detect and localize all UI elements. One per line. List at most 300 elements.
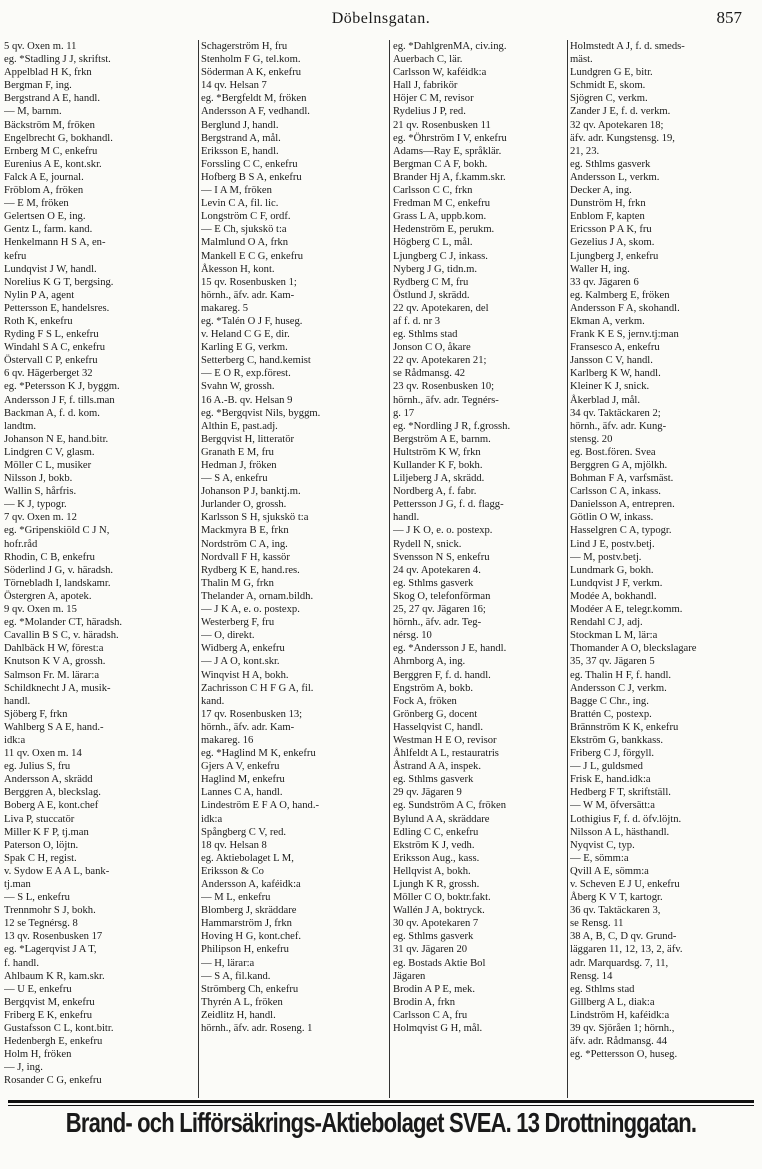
- directory-entry: Brattén C, postexp.: [570, 708, 652, 720]
- directory-entry: Johanson N E, hand.bitr.: [4, 433, 109, 445]
- directory-entry: Grass L A, uppb.kom.: [393, 211, 487, 223]
- directory-entry: 30 qv. Apotekaren 7: [393, 918, 479, 930]
- directory-entry: Söderman A K, enkefru: [201, 67, 302, 79]
- directory-entry: Hedenström E, perukm.: [393, 224, 495, 236]
- directory-entry: Brännström K K, enkefru: [570, 721, 679, 733]
- directory-entry: Nordvall F H, kassör: [201, 551, 290, 563]
- directory-entry: Paterson O, löjtn.: [4, 839, 79, 851]
- directory-entry: Backman A, f. d. kom.: [4, 407, 100, 419]
- directory-entry: idk:a: [201, 813, 223, 825]
- directory-entry: Hall J, fabrikör: [393, 80, 458, 92]
- directory-entry: eg. Aktiebolaget L M,: [201, 852, 294, 864]
- directory-entry: hofr.råd: [4, 538, 38, 550]
- directory-entry: Gezelius J A, skom.: [570, 237, 655, 249]
- directory-entry: Roth K, enkefru: [4, 315, 73, 327]
- directory-entry: Gelertsen O E, ing.: [4, 211, 86, 223]
- directory-entry: — J, ing.: [4, 1062, 43, 1074]
- directory-entry: Westerberg F, fru: [201, 617, 275, 629]
- directory-entry: Jansson C V, handl.: [570, 355, 653, 367]
- directory-entry: 23 qv. Rosenbusken 10;: [393, 381, 495, 393]
- directory-entry: Schildknecht J A, musik-: [4, 682, 111, 694]
- directory-entry: Rensg. 14: [570, 970, 613, 982]
- directory-entry: Lundqvist J W, handl.: [4, 263, 97, 275]
- directory-entry: Westman H E O, revisor: [393, 734, 497, 746]
- directory-entry: Windahl S A C, enkefru: [4, 342, 106, 354]
- column-1: [4, 40, 196, 1100]
- directory-entry: — U E, enkefru: [4, 983, 72, 995]
- directory-entry: eg. *Andersson J E, handl.: [393, 643, 507, 655]
- directory-entry: Trennmohr S J, bokh.: [4, 905, 96, 917]
- directory-entry: Mankell E C G, enkefru: [201, 250, 304, 262]
- directory-entry: Carlsson C A, fru: [393, 1009, 468, 1021]
- directory-entry: Ekman A, verkm.: [570, 315, 645, 327]
- directory-entry: Kleiner K J, snick.: [570, 381, 650, 393]
- page-header: [0, 8, 762, 34]
- directory-entry: Holmstedt A J, f. d. smeds-: [570, 41, 685, 52]
- directory-entry: Brander Hj A, f.kamm.skr.: [393, 171, 506, 183]
- directory-entry: Kullander K F, bokh.: [393, 460, 483, 471]
- directory-entry: eg. Thalin H F, f. handl.: [570, 669, 672, 681]
- directory-entry: Hofberg B S A, enkefru: [201, 171, 302, 183]
- directory-entry: Söderlind J G, v. häradsh.: [4, 564, 114, 576]
- directory-entry: Lannes C A, handl.: [201, 787, 283, 799]
- directory-entry: Hasselgren C A, typogr.: [570, 525, 672, 537]
- directory-columns: [4, 40, 758, 1100]
- directory-entry: Möller C L, musiker: [4, 460, 92, 471]
- directory-entry: 6 qv. Hägerberget 32: [4, 368, 93, 380]
- directory-entry: 13 qv. Rosenbusken 17: [4, 931, 103, 943]
- directory-entry: Appelblad H K, frkn: [4, 67, 92, 79]
- directory-entry: Eriksson E, handl.: [201, 145, 279, 157]
- directory-entry: Friberg C J, förgyll.: [570, 748, 655, 760]
- directory-entry: Törnebladh I, landskamr.: [4, 577, 111, 589]
- directory-entry: äfv. adr. Kungstensg. 19,: [570, 132, 675, 144]
- footer-rule-top: [8, 1100, 754, 1103]
- directory-entry: eg. *Pettersson O, huseg.: [570, 1049, 678, 1061]
- directory-entry: — S A, enkefru: [201, 473, 268, 485]
- directory-entry: Thalin M G, frkn: [201, 577, 274, 589]
- directory-entry: Östlund J, skrädd.: [393, 289, 470, 301]
- column-divider: [198, 40, 199, 1098]
- directory-entry: — K J, typogr.: [4, 499, 67, 511]
- directory-entry: Hultström K W, frkn: [393, 446, 481, 458]
- directory-entry: eg. *Bergqvist Nils, byggm.: [201, 407, 321, 419]
- directory-entry: Andersson A, kaféidk:a: [201, 879, 301, 890]
- directory-entry: Ljungberg J, enkefru: [570, 250, 659, 262]
- directory-entry: eg. *Gripenskiöld C J N,: [4, 525, 110, 537]
- directory-entry: g. 17: [393, 407, 415, 419]
- directory-entry: kand.: [201, 695, 225, 707]
- directory-entry: eg. *Lagerqvist J A T,: [4, 944, 97, 956]
- directory-entry: Lindström H, kaféidk:a: [570, 1009, 670, 1021]
- directory-entry: 33 qv. Jägaren 6: [570, 276, 639, 288]
- directory-entry: Zachrisson C H F G A, fil.: [201, 682, 314, 694]
- directory-entry: Danielsson A, entrepren.: [570, 499, 675, 511]
- directory-entry: 38 A, B, C, D qv. Grund-: [570, 931, 677, 943]
- directory-entry: Wahlberg S A E, hand.-: [4, 721, 104, 733]
- directory-entry: Haglind M, enkefru: [201, 774, 285, 786]
- directory-entry: Rydelius J P, red.: [393, 106, 466, 118]
- directory-entry: Engelbrecht G, bokhandl.: [4, 132, 113, 144]
- directory-entry: Boberg A E, kont.chef: [4, 800, 99, 812]
- directory-entry: Högberg C L, mål.: [393, 237, 473, 249]
- directory-entry: Malmlund O A, frkn: [201, 237, 289, 249]
- directory-entry: Brodin A, frkn: [393, 996, 456, 1008]
- directory-entry: Pettersson J G, f. d. flagg-: [393, 499, 504, 511]
- directory-entry: 18 qv. Helsan 8: [201, 839, 267, 851]
- directory-entry: Wallin S, hårfris.: [4, 486, 77, 498]
- directory-entry: Schagerström H, fru: [201, 41, 288, 52]
- directory-entry: Rhodin, C B, enkefru: [4, 551, 95, 563]
- directory-entry: hörnh., äfv. adr. Kam-: [201, 721, 295, 733]
- directory-entry: eg. Sthlms gasverk: [393, 931, 474, 943]
- directory-entry: eg. *DahlgrenMA, civ.ing.: [393, 41, 507, 52]
- directory-entry: Carlsson C A, inkass.: [570, 486, 661, 498]
- directory-entry: Åberg K V T, kartogr.: [570, 892, 663, 904]
- directory-entry: eg. *Haglind M K, enkefru: [201, 748, 316, 760]
- directory-entry: Schmidt E, skom.: [570, 80, 646, 92]
- directory-entry: v. Heland C G E, dir.: [201, 329, 290, 341]
- directory-entry: Fock A, fröken: [393, 695, 457, 707]
- directory-entry: — J A O, kont.skr.: [201, 656, 280, 668]
- directory-entry: Bohman F A, varfsmäst.: [570, 473, 674, 485]
- directory-entry: Hasselqvist C, handl.: [393, 721, 484, 733]
- directory-entry: 24 qv. Apotekaren 4.: [393, 564, 481, 576]
- directory-entry: Gentz L, farm. kand.: [4, 224, 93, 236]
- directory-entry: f. handl.: [4, 957, 40, 969]
- directory-entry: Nordberg A, f. fabr.: [393, 486, 477, 498]
- directory-entry: — J K O, e. o. postexp.: [393, 525, 493, 537]
- directory-entry: se Rensg. 11: [570, 918, 624, 930]
- directory-entry: Rendahl C J, adj.: [570, 617, 643, 629]
- directory-entry: Thomander A O, bleckslagare: [570, 643, 697, 655]
- directory-entry: 16 A.-B. qv. Helsan 9: [201, 394, 293, 406]
- directory-entry: Hedman J, fröken: [201, 460, 277, 471]
- directory-entry: Auerbach C, lär.: [393, 54, 463, 66]
- directory-entry: Sjöberg F, frkn: [4, 708, 68, 720]
- directory-entry: Nyberg J G, tidn.m.: [393, 263, 477, 275]
- directory-entry: af f. d. nr 3: [393, 315, 441, 327]
- directory-entry: eg. Sthlms stad: [393, 329, 458, 341]
- directory-entry: hörnh., äfv. adr. Tegnérs-: [393, 394, 499, 406]
- directory-entry: Pettersson E, handelsres.: [4, 302, 110, 314]
- directory-entry: Nordström C A, ing.: [201, 538, 288, 550]
- directory-entry: Blomberg J, skräddare: [201, 905, 297, 917]
- directory-entry: Götlin O W, inkass.: [570, 512, 654, 524]
- directory-entry: Lundgren G E, bitr.: [570, 67, 653, 79]
- directory-entry: mäst.: [570, 54, 593, 66]
- directory-entry: Andersson J F, f. tills.man: [4, 394, 115, 406]
- directory-entry: Åkesson H, kont.: [201, 263, 275, 275]
- directory-entry: Stockman L M, lär:a: [570, 630, 658, 642]
- directory-entry: hörnh., äfv. adr. Kam-: [201, 289, 295, 301]
- directory-entry: eg. *Öhrström I V, enkefru: [393, 132, 507, 144]
- directory-entry: 29 qv. Jägaren 9: [393, 787, 462, 799]
- directory-entry: Nylin P A, agent: [4, 289, 75, 301]
- directory-entry: Berggren G A, mjölkh.: [570, 460, 668, 471]
- directory-entry: Stenholm F G, tel.kom.: [201, 54, 301, 66]
- directory-entry: 12 se Tegnérsg. 8: [4, 918, 78, 930]
- directory-entry: Spångberg C V, red.: [201, 826, 287, 838]
- directory-entry: nérsg. 10: [393, 630, 432, 642]
- directory-entry: Lind J E, postv.betj.: [570, 538, 655, 550]
- directory-entry: Berggren F, f. d. handl.: [393, 669, 491, 681]
- directory-entry: 11 qv. Oxen m. 14: [4, 748, 82, 760]
- directory-entry: Ljungberg C J, inkass.: [393, 250, 488, 262]
- directory-entry: eg. Sthlms stad: [570, 983, 635, 995]
- directory-entry: Bergman C A F, bokh.: [393, 158, 488, 170]
- directory-entry: Ekström G, bankkass.: [570, 734, 663, 746]
- directory-entry: Winqvist H A, bokh.: [201, 669, 289, 681]
- directory-entry: Dahlbäck H W, förest:a: [4, 643, 104, 655]
- directory-entry: Berggren A, bleckslag.: [4, 787, 101, 799]
- directory-entry: — O, direkt.: [201, 630, 255, 642]
- directory-entry: Norelius K G T, bergsing.: [4, 276, 114, 288]
- directory-entry: Sjögren C, verkm.: [570, 93, 648, 105]
- directory-entry: Bylund A A, skräddare: [393, 813, 490, 825]
- directory-entry: Ericsson P A K, fru: [570, 224, 652, 236]
- directory-entry: Nilsson J, bokb.: [4, 473, 73, 485]
- directory-entry: Henkelmann H S A, en-: [4, 237, 106, 249]
- directory-entry: Liljeberg J A, skrädd.: [393, 473, 485, 485]
- directory-entry: eg. *Talén O J F, huseg.: [201, 315, 303, 327]
- directory-entry: idk:a: [4, 734, 26, 746]
- directory-entry: — M L, enkefru: [201, 892, 271, 904]
- directory-entry: Bäckström M, fröken: [4, 119, 95, 131]
- directory-entry: Hedenbergh E, enkefru: [4, 1036, 103, 1048]
- directory-entry: kefru: [4, 250, 27, 262]
- directory-entry: se Rådmansg. 42: [393, 368, 466, 380]
- directory-entry: Bergman F, ing.: [4, 80, 72, 92]
- directory-entry: Granath E M, fru: [201, 446, 274, 458]
- directory-entry: tj.man: [4, 879, 31, 890]
- directory-entry: Berglund J, handl.: [201, 119, 279, 131]
- directory-entry: Lundmark G, bokh.: [570, 564, 654, 576]
- directory-entry: eg. *Petersson K J, byggm.: [4, 381, 120, 393]
- directory-entry: Ryding F S L, enkefru: [4, 329, 99, 341]
- directory-entry: Holmqvist G H, mål.: [393, 1023, 483, 1035]
- directory-entry: Eriksson & Co: [201, 865, 264, 877]
- directory-entry: Karlsson S H, sjukskö t:a: [201, 512, 309, 524]
- directory-entry: Adams—Ray E, språklär.: [393, 145, 502, 157]
- column-2: [201, 40, 388, 1100]
- directory-entry: Eurenius A E, kont.skr.: [4, 158, 102, 170]
- directory-entry: eg. *Bergfeldt M, fröken: [201, 93, 307, 105]
- directory-entry: Möller C O, boktr.fakt.: [393, 892, 491, 904]
- directory-entry: Thelander A, ornam.bildh.: [201, 590, 314, 602]
- directory-entry: Rydberg K E, hand.res.: [201, 564, 300, 576]
- directory-entry: — W M, öfversätt:a: [570, 800, 655, 812]
- directory-entry: Östergren A, apotek.: [4, 590, 92, 602]
- directory-entry: Mackmyra B E, frkn: [201, 525, 289, 537]
- directory-entry: Åhlfeldt A L, restauratris: [393, 748, 499, 760]
- directory-entry: Bergstrand A, mål.: [201, 132, 281, 144]
- directory-entry: Decker A, ing.: [570, 185, 632, 197]
- directory-entry: — M, barnm.: [4, 106, 62, 118]
- directory-entry: Hoving H G, kont.chef.: [201, 931, 302, 943]
- directory-entry: Carlsson W, kaféidk:a: [393, 67, 487, 79]
- directory-entry: 25, 27 qv. Jägaren 16;: [393, 604, 486, 616]
- directory-entry: Svahn W, grossh.: [201, 381, 275, 393]
- directory-entry: eg. Sthlms gasverk: [570, 158, 651, 170]
- directory-entry: Andersson C J, verkm.: [570, 682, 667, 694]
- directory-entry: Friberg E K, enkefru: [4, 1009, 93, 1021]
- directory-entry: Jonson C O, åkare: [393, 342, 471, 354]
- directory-entry: Hedberg F T, skriftställ.: [570, 787, 671, 799]
- directory-entry: hörnh., äfv. adr. Roseng. 1: [201, 1023, 313, 1035]
- directory-entry: adr. Marquardsg. 7, 11,: [570, 957, 669, 969]
- directory-entry: — S L, enkefru: [4, 892, 70, 904]
- directory-entry: Lundqvist J F, verkm.: [570, 577, 663, 589]
- directory-entry: Åstrand A A, inspek.: [393, 761, 481, 773]
- directory-entry: Ernberg M C, enkefru: [4, 145, 98, 157]
- directory-entry: landtm.: [4, 420, 37, 432]
- directory-entry: stensg. 20: [570, 433, 613, 445]
- directory-entry: Knutson K V A, grossh.: [4, 656, 106, 668]
- directory-entry: Modée A, bokhandl.: [570, 590, 657, 602]
- directory-entry: eg. Kalmberg E, fröken: [570, 289, 670, 301]
- directory-entry: Holm H, fröken: [4, 1049, 72, 1061]
- directory-entry: Jurlander O, grossh.: [201, 499, 287, 511]
- directory-entry: 21, 23.: [570, 145, 600, 157]
- directory-entry: Zander J E, f. d. verkm.: [570, 106, 671, 118]
- directory-entry: Rydell N, snick.: [393, 538, 462, 550]
- street-title: Döbelnsgatan.: [331, 10, 431, 27]
- directory-entry: Brodin A P E, mek.: [393, 983, 476, 995]
- directory-entry: Östervall C P, enkefru: [4, 355, 98, 367]
- directory-entry: Longström C F, ordf.: [201, 211, 291, 223]
- directory-entry: Miller K F P, tj.man: [4, 826, 89, 838]
- directory-entry: Svensson N S, enkefru: [393, 551, 490, 563]
- directory-entry: — E M, fröken: [4, 198, 69, 210]
- directory-entry: Frisk E, hand.idk:a: [570, 774, 651, 786]
- directory-entry: Dunström H, frkn: [570, 198, 646, 210]
- directory-entry: 17 qv. Rosenbusken 13;: [201, 708, 303, 720]
- directory-entry: Bergström A E, barnm.: [393, 433, 491, 445]
- directory-entry: 14 qv. Helsan 7: [201, 80, 267, 92]
- directory-entry: Gillberg A L, diak:a: [570, 996, 655, 1008]
- directory-entry: 36 qv. Taktäckaren 3,: [570, 905, 661, 917]
- directory-entry: läggaren 11, 12, 13, 2, äfv.: [570, 944, 683, 956]
- directory-entry: handl.: [393, 512, 420, 524]
- directory-entry: Åkerblad J, mål.: [570, 394, 641, 406]
- directory-entry: Falck A E, journal.: [4, 171, 84, 183]
- directory-entry: Spak C H, regist.: [4, 852, 77, 864]
- directory-entry: Strömberg Ch, enkefru: [201, 983, 299, 995]
- directory-entry: Rydberg C M, fru: [393, 276, 469, 288]
- directory-entry: Rosander C G, enkefru: [4, 1075, 102, 1087]
- directory-entry: — I A M, fröken: [201, 185, 272, 197]
- directory-entry: Engström A, bokb.: [393, 682, 474, 694]
- directory-entry: — E Ch, sjukskö t:a: [201, 224, 287, 236]
- directory-entry: Forssling C C, enkefru: [201, 158, 298, 170]
- directory-entry: Lindeström E F A O, hand.-: [201, 800, 319, 812]
- directory-entry: Hellqvist A, bokh.: [393, 865, 471, 877]
- directory-entry: Gustafsson C L, kont.bitr.: [4, 1023, 114, 1035]
- directory-entry: Nyqvist C, typ.: [570, 839, 635, 851]
- directory-entry: hörnh., äfv. adr. Teg-: [393, 617, 482, 629]
- directory-entry: 31 qv. Jägaren 20: [393, 944, 468, 956]
- directory-entry: Nilsson A L, hästhandl.: [570, 826, 670, 838]
- directory-entry: Andersson A F, vedhandl.: [201, 106, 310, 118]
- directory-entry: — J K A, e. o. postexp.: [201, 604, 300, 616]
- directory-entry: Modéer A E, telegr.komm.: [570, 604, 683, 616]
- directory-entry: eg. Bost.fören. Svea: [570, 446, 656, 458]
- directory-entry: 32 qv. Apotekaren 18;: [570, 119, 664, 131]
- directory-entry: Thyrén A L, fröken: [201, 996, 283, 1008]
- directory-entry: v. Scheven E J U, enkefru: [570, 879, 680, 890]
- directory-entry: Bergqvist M, enkefru: [4, 996, 95, 1008]
- directory-entry: Bagge C Chr., ing.: [570, 695, 649, 707]
- advertisement-footer: Brand- och Lifförsäkrings-Aktiebolaget SVEA. 13 Drottninggatan.: [65, 1106, 697, 1138]
- directory-entry: Ekström K J, vedh.: [393, 839, 475, 851]
- directory-entry: 22 qv. Apotekaren 21;: [393, 355, 487, 367]
- directory-entry: v. Sydow E A A L, bank-: [4, 865, 110, 877]
- directory-entry: eg. Sundström A C, fröken: [393, 800, 506, 812]
- directory-entry: 15 qv. Rosenbusken 1;: [201, 276, 297, 288]
- directory-entry: Widberg A, enkefru: [201, 643, 285, 655]
- directory-entry: — M, postv.betj.: [570, 551, 642, 563]
- directory-entry: Fröblom A, fröken: [4, 185, 84, 197]
- directory-entry: Cavallin B S C, v. häradsh.: [4, 630, 119, 642]
- directory-entry: eg. Sthlms gasverk: [393, 774, 474, 786]
- directory-entry: Enblom F, kapten: [570, 211, 645, 223]
- directory-entry: makareg. 16: [201, 734, 254, 746]
- directory-entry: eg. Sthlms gasverk: [393, 577, 474, 589]
- directory-entry: Waller H, ing.: [570, 263, 630, 275]
- directory-entry: Grönberg G, docent: [393, 708, 478, 720]
- directory-entry: Andersson L, verkm.: [570, 171, 660, 183]
- directory-entry: — J L, guldsmed: [570, 761, 643, 773]
- directory-entry: 35, 37 qv. Jägaren 5: [570, 656, 655, 668]
- directory-entry: 39 qv. Sjöråen 1; hörnh.,: [570, 1023, 675, 1035]
- directory-entry: Andersson A, skrädd: [4, 774, 93, 786]
- page-number: 857: [716, 8, 742, 27]
- directory-entry: äfv. adr. Rådmansg. 44: [570, 1036, 667, 1048]
- column-3: [393, 40, 567, 1100]
- directory-entry: Ljungh K R, grossh.: [393, 879, 480, 890]
- directory-entry: Bergqvist H, litteratör: [201, 433, 295, 445]
- directory-entry: Lindgren C V, glasm.: [4, 446, 95, 458]
- column-divider: [389, 40, 390, 1098]
- directory-entry: Althin E, past.adj.: [201, 420, 278, 432]
- directory-entry: Philipson H, enkefru: [201, 944, 289, 956]
- directory-entry: Fredman M C, enkefru: [393, 198, 491, 210]
- directory-entry: — E O R, exp.förest.: [201, 368, 291, 380]
- directory-entry: 5 qv. Oxen m. 11: [4, 41, 77, 52]
- directory-entry: Ahlbaum K R, kam.skr.: [4, 970, 105, 982]
- directory-entry: Edling C C, enkefru: [393, 826, 479, 838]
- directory-entry: Qvill A E, sömm:a: [570, 865, 649, 877]
- directory-entry: Höjer C M, revisor: [393, 93, 474, 105]
- directory-entry: handl.: [4, 695, 31, 707]
- directory-entry: — E, sömm:a: [570, 852, 629, 864]
- directory-entry: Salmson Fr. M. lärar:a: [4, 669, 100, 681]
- column-4: [570, 40, 758, 1100]
- directory-entry: Eriksson Aug., kass.: [393, 852, 480, 864]
- directory-entry: Gjers A V, enkefru: [201, 761, 280, 773]
- directory-entry: eg. Bostads Aktie Bol: [393, 957, 486, 969]
- directory-entry: 9 qv. Oxen m. 15: [4, 604, 77, 616]
- directory-entry: — H, lärar:a: [201, 957, 255, 969]
- directory-entry: Fransesco A, enkefru: [570, 342, 660, 354]
- directory-entry: Jägaren: [393, 970, 426, 982]
- directory-entry: Karling E G, verkm.: [201, 342, 288, 354]
- directory-entry: Setterberg C, hand.kemist: [201, 355, 311, 367]
- directory-entry: Carlsson C C, frkn: [393, 185, 473, 197]
- directory-entry: Zeidlitz H, handl.: [201, 1009, 276, 1021]
- directory-entry: Andersson F A, skohandl.: [570, 302, 680, 314]
